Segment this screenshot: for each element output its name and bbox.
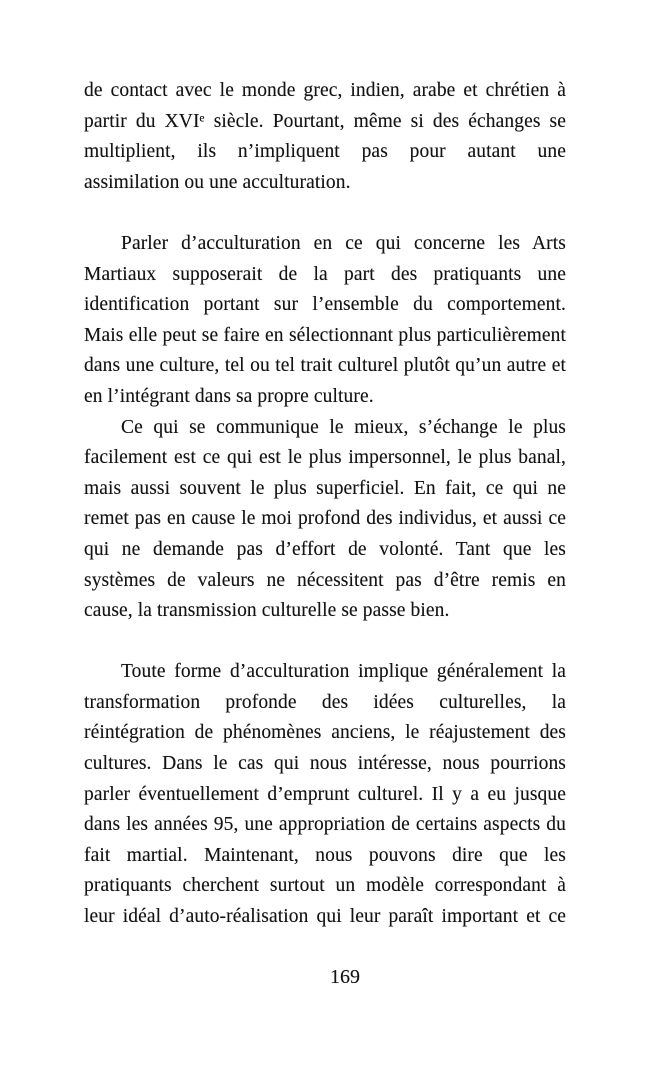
text-line: Ce qui se communique le mieux, s’échange le plus (121, 416, 566, 438)
text-line: identification portant sur l’ensemble du comportement. (84, 294, 566, 316)
text-line: fait martial. Maintenant, nous pouvons dire que les (84, 844, 566, 866)
text-line: pratiquants cherchent surtout un modèle correspondant à (84, 875, 566, 897)
text-line: réintégration de phénomènes anciens, le réajustement des (84, 722, 566, 744)
text-line: dans les années 95, une appropriation de certains aspects du (84, 814, 566, 836)
text-line: facilement est ce qui est le plus impersonnel, le plus banal, (84, 447, 566, 469)
text-line: de contact avec le monde grec, indien, arabe et chrétien à (84, 80, 566, 101)
text-line: partir du XVIᵉ siècle. Pourtant, même si des échanges se (84, 110, 566, 132)
text-line: transformation profonde des idées culturelles, la (84, 691, 566, 713)
text-line: en l’intégrant dans sa propre culture. (84, 385, 374, 407)
text-block (84, 76, 566, 933)
text-line: parler éventuellement d’emprunt culturel. Il y a eu jusque (84, 783, 566, 805)
page-number: 169 (330, 965, 360, 988)
paragraph (84, 657, 566, 932)
text-line: qui ne demande pas d’effort de volonté. Tant que les (84, 538, 566, 560)
page-footer (104, 962, 586, 992)
text-line: Martiaux supposerait de la part des pratiquants une (84, 263, 566, 285)
paragraph (84, 229, 566, 413)
paragraph (84, 413, 566, 627)
text-line: systèmes de valeurs ne nécessitent pas d’être remis en (84, 569, 566, 591)
text-line: assimilation ou une acculturation. (84, 171, 351, 193)
text-line: remet pas en cause le moi profond des individus, et aussi ce (84, 508, 566, 530)
text-line: mais aussi souvent le plus superficiel. En fait, ce qui ne (84, 477, 566, 499)
text-line: Parler d’acculturation en ce qui concerne les Arts (121, 232, 566, 254)
text-line: leur idéal d’auto-réalisation qui leur paraît important et ce (84, 906, 566, 928)
text-line: cause, la transmission culturelle se passe bien. (84, 600, 450, 622)
paragraph (84, 76, 566, 198)
text-line: Mais elle peut se faire en sélectionnant plus particulièrement (84, 324, 566, 346)
text-line: cultures. Dans le cas qui nous intéresse, nous pourrions (84, 753, 566, 775)
text-line: multiplient, ils n’impliquent pas pour autant une (84, 141, 566, 163)
text-line: dans une culture, tel ou tel trait culturel plutôt qu’un autre et (84, 355, 566, 377)
text-line: Toute forme d’acculturation implique généralement la (121, 661, 566, 683)
